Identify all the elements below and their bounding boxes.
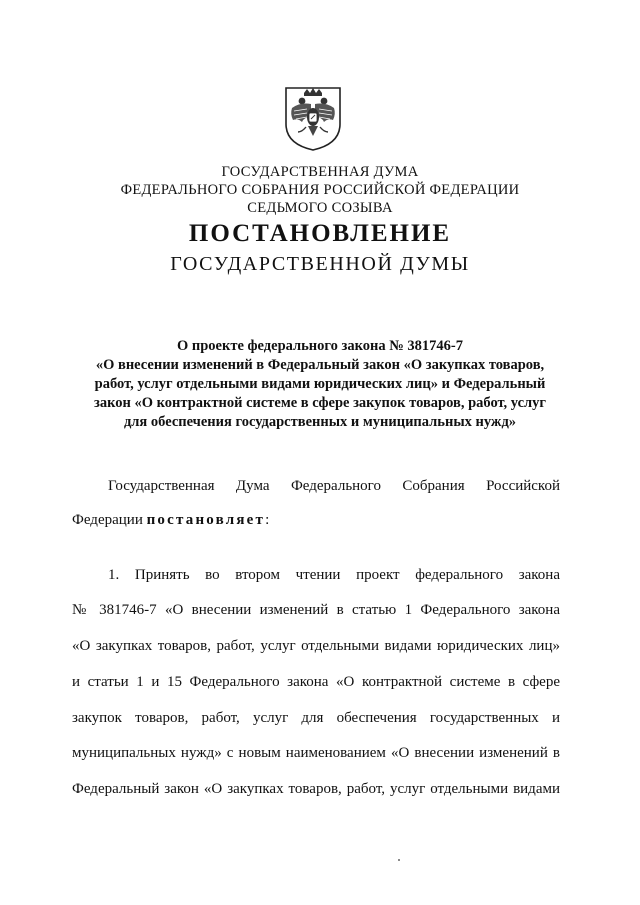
item-line: Федеральный закон «О закупках товаров, работ, услуг отдельными видами xyxy=(72,781,560,797)
preamble-resolution xyxy=(72,512,560,529)
preamble-suffix: : xyxy=(265,512,270,528)
document-type-title: ПОСТАНОВЛЕНИЕ xyxy=(188,220,452,247)
parliament-name: ФЕДЕРАЛЬНОГО СОБРАНИЯ РОССИЙСКОЙ ФЕДЕРАЦИИ xyxy=(120,182,520,198)
scan-speck xyxy=(398,859,400,861)
subject-line: работ, услуг отдельными видами юридических лиц» и Федеральный xyxy=(94,376,546,392)
item-line: «О закупках товаров, работ, услуг отдельными видами юридических лиц» xyxy=(72,638,560,654)
chamber-name: ГОСУДАРСТВЕННАЯ ДУМА xyxy=(221,164,419,180)
item-line: закупок товаров, работ, услуг для обеспечения государственных и xyxy=(72,710,560,726)
item-line: и статьи 1 и 15 Федерального закона «О контрактной системе в сфере xyxy=(72,674,560,690)
resolution-word: постановляет xyxy=(146,512,266,528)
item-line: № 381746-7 «О внесении изменений в статью 1 Федерального закона xyxy=(72,602,560,618)
coat-of-arms-icon xyxy=(280,84,346,152)
item-line: 1. Принять во втором чтении проект федерального закона xyxy=(108,567,560,583)
convocation: СЕДЬМОГО СОЗЫВА xyxy=(247,200,393,216)
preamble-prefix: Федерации xyxy=(72,512,143,528)
item-line: муниципальных нужд» с новым наименованием «О внесении изменений в xyxy=(72,745,560,761)
subject-line: «О внесении изменений в Федеральный закон «О закупках товаров, xyxy=(95,357,545,373)
preamble-line: Государственная Дума Федерального Собрания Российской xyxy=(108,478,560,494)
subject-line: для обеспечения государственных и муниципальных нужд» xyxy=(123,414,517,430)
document-issuer-title: ГОСУДАРСТВЕННОЙ ДУМЫ xyxy=(170,253,470,275)
subject-line: закон «О контрактной системе в сфере закупок товаров, работ, услуг xyxy=(94,395,546,411)
subject-line: О проекте федерального закона № 381746-7 xyxy=(176,338,464,354)
